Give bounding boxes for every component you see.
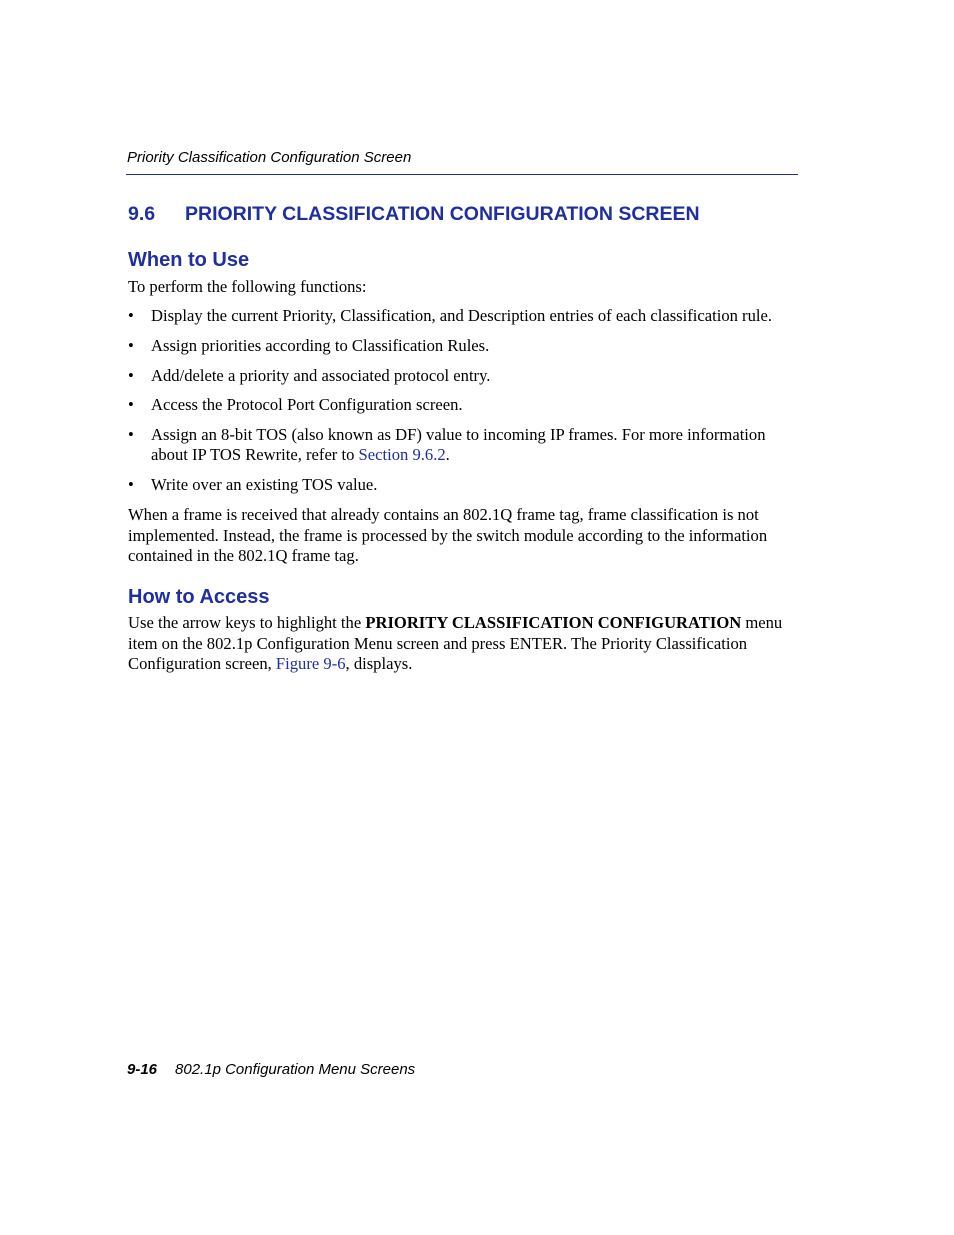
list-item: • Write over an existing TOS value. — [128, 474, 378, 494]
access-paragraph: Use the arrow keys to highlight the PRIORITY CLASSIFICATION CONFIGURATION menu item on the 802.1p Configuration Menu screen and press ENTER. The Priority Classification Configuration screen, Figure 9-6, displays. — [128, 613, 783, 673]
section-9-6-2-link[interactable]: Section 9.6.2 — [358, 445, 446, 465]
figure-9-6-link[interactable]: Figure 9-6 — [275, 654, 346, 673]
how-to-access-heading: How to Access — [128, 586, 270, 608]
bullet-icon: • — [128, 335, 134, 355]
frame-tag-paragraph: When a frame is received that already contains an 802.1Q frame tag, frame classification is not implemented. Instead, the frame is processed by the switch module according to the information contained in the 802.1Q frame tag. — [128, 505, 768, 565]
list-item: • Display the current Priority, Classification, and Description entries of each classification rule. — [128, 306, 773, 325]
bullet-icon: • — [128, 306, 134, 325]
bullet-icon: • — [128, 425, 134, 445]
list-item: • Assign an 8-bit TOS (also known as DF) value to incoming IP frames. For more information about IP TOS Rewrite, refer to Section 9.6.2. — [128, 425, 766, 465]
list-item: • Add/delete a priority and associated protocol entry. — [128, 365, 491, 385]
page-footer — [127, 1061, 415, 1078]
section-title — [128, 203, 700, 226]
when-to-use-heading: When to Use — [128, 249, 250, 271]
page-number: 9-16 — [127, 1061, 158, 1078]
list-item: • Assign priorities according to Classification Rules. — [128, 335, 490, 355]
running-header-title: Priority Classification Configuration Screen — [127, 149, 412, 166]
bullet-icon: • — [128, 395, 134, 415]
header-rule — [126, 174, 798, 175]
menu-item-name: PRIORITY CLASSIFICATION CONFIGURATION — [365, 613, 742, 632]
bullet-icon: • — [128, 365, 134, 385]
section-number: 9.6 — [128, 203, 156, 225]
chapter-title: 802.1p Configuration Menu Screens — [175, 1061, 416, 1078]
functions-list — [128, 306, 800, 505]
bullet-icon: • — [128, 474, 134, 494]
list-item: • Access the Protocol Port Configuration screen. — [128, 395, 463, 415]
intro-paragraph: To perform the following functions: — [128, 277, 367, 296]
section-title-text: PRIORITY CLASSIFICATION CONFIGURATION SCREEN — [185, 203, 700, 225]
